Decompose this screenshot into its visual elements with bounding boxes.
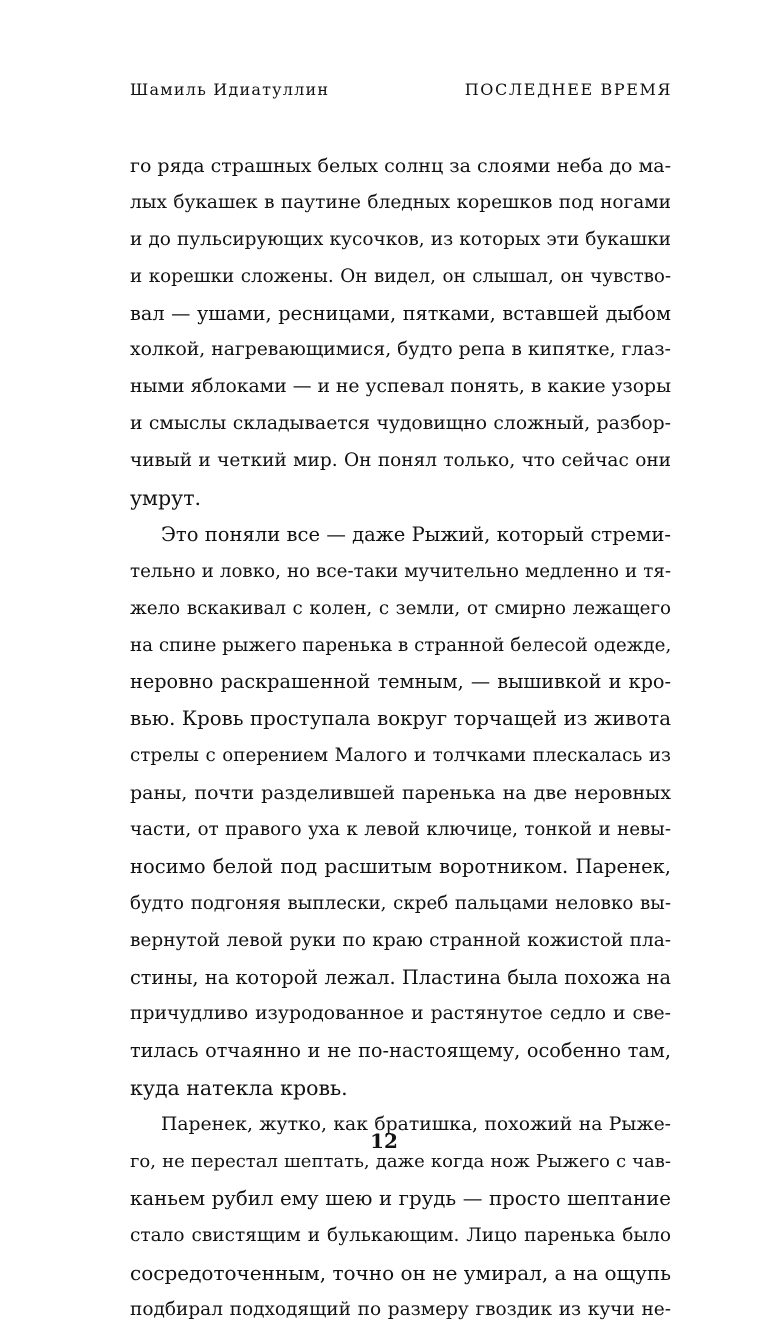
text-line: холкой, нагревающимися, будто репа в кипятке, глаз- bbox=[130, 339, 671, 361]
text-line: стало свистящим и булькающим. Лицо паренька было bbox=[130, 1224, 671, 1246]
text-line: неровно раскрашенной темным, — вышивкой и кро- bbox=[130, 670, 671, 694]
text-line: вью. Кровь проступала вокруг торчащей из живота bbox=[130, 707, 671, 731]
text-line: части, от правого уха к левой ключице, тонкой и невы- bbox=[130, 819, 671, 841]
page-number: 12 bbox=[370, 1129, 398, 1153]
text-line: лых букашек в паутине бледных корешков под ногами bbox=[130, 191, 671, 213]
text-line: вернутой левой руки по краю странной кожистой пла- bbox=[130, 929, 671, 951]
text-line: тилась отчаянно и не по-настоящему, особенно там, bbox=[130, 1039, 671, 1063]
text-line: ными яблоками — и не успевал понять, в какие узоры bbox=[130, 376, 671, 398]
text-line: носимо белой под расшитым воротником. Паренек, bbox=[130, 854, 671, 878]
text-line: и до пульсирующих кусочков, из которых эти букашки bbox=[130, 228, 671, 250]
running-head-author: Шамиль Идиатуллин bbox=[130, 80, 330, 99]
text-line: куда натекла кровь. bbox=[130, 1076, 348, 1101]
text-line: умрут. bbox=[130, 486, 202, 511]
text-line: причудливо изуродованное и растянутое седло и све- bbox=[130, 1003, 671, 1025]
text-line: стины, на которой лежал. Пластина была похожа на bbox=[130, 965, 671, 989]
text-line: тельно и ловко, но все-таки мучительно медленно и тя- bbox=[130, 560, 671, 582]
text-line: стрелы с оперением Малого и толчками плескалась из bbox=[130, 745, 671, 767]
text-line: жело вскакивал с колен, с земли, от смирно лежащего bbox=[130, 597, 671, 619]
text-line: и корешки сложены. Он видел, он слышал, он чувство- bbox=[130, 265, 671, 287]
text-line: го, не перестал шептать, даже когда нож Рыжего с чав- bbox=[130, 1151, 671, 1173]
text-line: подбирал подходящий по размеру гвоздик из кучи не- bbox=[130, 1298, 671, 1320]
text-line: каньем рубил ему шею и грудь — просто шептание bbox=[130, 1186, 671, 1210]
text-line: будто подгоняя выплески, скреб пальцами неловко вы- bbox=[130, 892, 671, 914]
text-line: на спине рыжего паренька в странной белесой одежде, bbox=[130, 634, 671, 656]
text-line: Паренек, жутко, как братишка, похожий на Рыже- bbox=[161, 1114, 671, 1136]
text-line: сосредоточенным, точно он не умирал, а на ощупь bbox=[130, 1260, 671, 1285]
text-line: Это поняли все — даже Рыжий, который стреми- bbox=[161, 522, 671, 546]
text-line: го ряда страшных белых солнц за слоями неба до ма- bbox=[130, 155, 671, 177]
text-line: раны, почти разделившей паренька на две неровных bbox=[130, 782, 671, 805]
text-line: вал — ушами, ресницами, пятками, вставшей дыбом bbox=[130, 301, 671, 325]
text-line: чивый и четкий мир. Он понял только, что сейчас они bbox=[130, 450, 671, 472]
text-line: и смыслы складывается чудовищно сложный, разбор- bbox=[130, 413, 671, 435]
running-head-title: ПОСЛЕДНЕЕ ВРЕМЯ bbox=[464, 80, 672, 99]
